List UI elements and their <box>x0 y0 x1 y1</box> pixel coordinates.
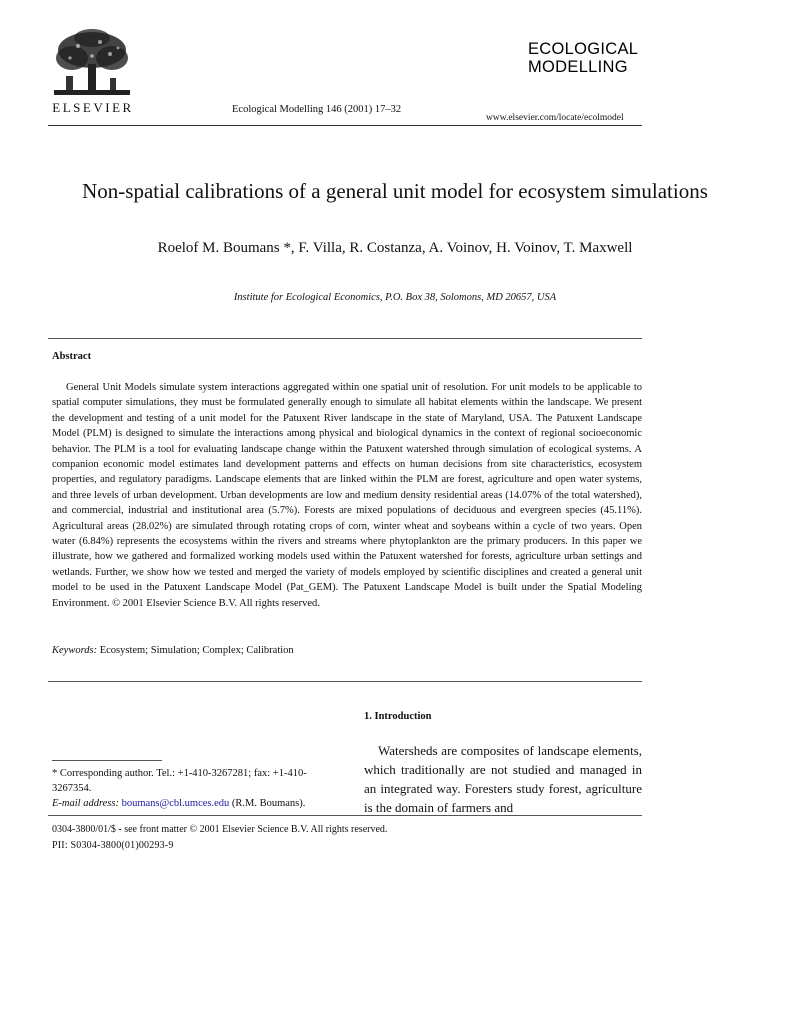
article-authors: Roelof M. Boumans *, F. Villa, R. Costanza, A. Voinov, H. Voinov, T. Maxwell <box>157 240 633 256</box>
keywords-line <box>52 645 294 656</box>
keywords-label: Keywords: <box>52 645 98 656</box>
footer-divider <box>48 815 642 816</box>
corresponding-author-note: * Corresponding author. Tel.: +1-410-3267281; fax: +1-410-3267354. <box>52 768 307 794</box>
email-line <box>52 796 342 811</box>
author-affiliation: Institute for Ecological Economics, P.O. Box 38, Solomons, MD 20657, USA <box>233 292 557 303</box>
journal-name-line1: ECOLOGICAL <box>528 40 639 58</box>
journal-name-line2: MODELLING <box>528 58 628 76</box>
footnote <box>52 766 342 811</box>
abstract-heading: Abstract <box>52 351 92 362</box>
header-divider <box>48 125 642 126</box>
footnote-divider <box>52 760 162 761</box>
publisher-name: ELSEVIER <box>52 100 134 115</box>
article-title: Non-spatial calibrations of a general unit model for ecosystem simulations <box>82 179 708 203</box>
email-label: E-mail address: <box>52 798 119 809</box>
abstract-text: General Unit Models simulate system interactions aggregated within one spatial unit of resolution. For unit models to be applicable to spatial computer simulations, they must be formulated generally enough to simulate all habitat elements within the landscape. We present the development and testing of a unit model for the Patuxent River landscape in the state of Maryland, USA. The Patuxent Landscape Model (PLM) is designed to simulate the interactions among physical and biological dynamics in the context of regional socioeconomic behavior. The PLM is a tool for evaluating landscape change within the Patuxent watershed through simulation of ecological systems. A companion economic model estimates land development patterns and effects on human decisions from site characteristics, ecosystem properties, and regulatory paradigms. Landscape elements that are linked within the PLM are forest, agriculture and open water systems, and three levels of urban development. Urban developments are low and medium density residential areas (14.07% of the total watershed), and commercial, industrial and institutional area (5.7%). Forests are mixed populations of deciduous and evergreen species (45.11%). Agricultural areas (28.02%) are simulated through rotating crops of corn, winter wheat and soybeans within a cycle of two years. Open water (6.84%) represents the ecosystems within the rivers and streams where phytoplankton are the primary producers. In this paper we illustrate, how we gathered and formalized working models used within the Patuxent watershed for forests, agriculture urban settings and wetlands. Further, we show how we tested and merged the variety of models employed by scientific disciplines and created a general unit model to be used in the Patuxent Landscape Model (Pat_GEM). The Patuxent Landscape Model is built under the Spatial Modeling Environment. © 2001 Elsevier Science B.V. All rights reserved. <box>52 382 642 609</box>
issn-line: 0304-3800/01/$ - see front matter © 2001 Elsevier Science B.V. All rights reserved. <box>52 824 388 835</box>
introduction-heading: 1. Introduction <box>364 711 432 722</box>
journal-citation: Ecological Modelling 146 (2001) 17–32 <box>232 104 402 115</box>
keywords-list: Ecosystem; Simulation; Complex; Calibration <box>99 645 294 656</box>
journal-name <box>528 40 648 76</box>
abstract-top-divider <box>48 338 642 339</box>
abstract-bottom-divider <box>48 681 642 682</box>
pii-line: PII: S0304-3800(01)00293-9 <box>52 840 174 851</box>
email-link[interactable]: boumans@cbl.umces.edu <box>121 798 230 809</box>
introduction-text: Watersheds are composites of landscape elements, which traditionally are not studied and managed in an integrated way. Foresters study forest, agriculture is the domain of farmers and <box>364 743 642 815</box>
email-suffix: (R.M. Boumans). <box>231 798 306 809</box>
journal-url-link[interactable]: www.elsevier.com/locate/ecolmodel <box>486 113 624 123</box>
